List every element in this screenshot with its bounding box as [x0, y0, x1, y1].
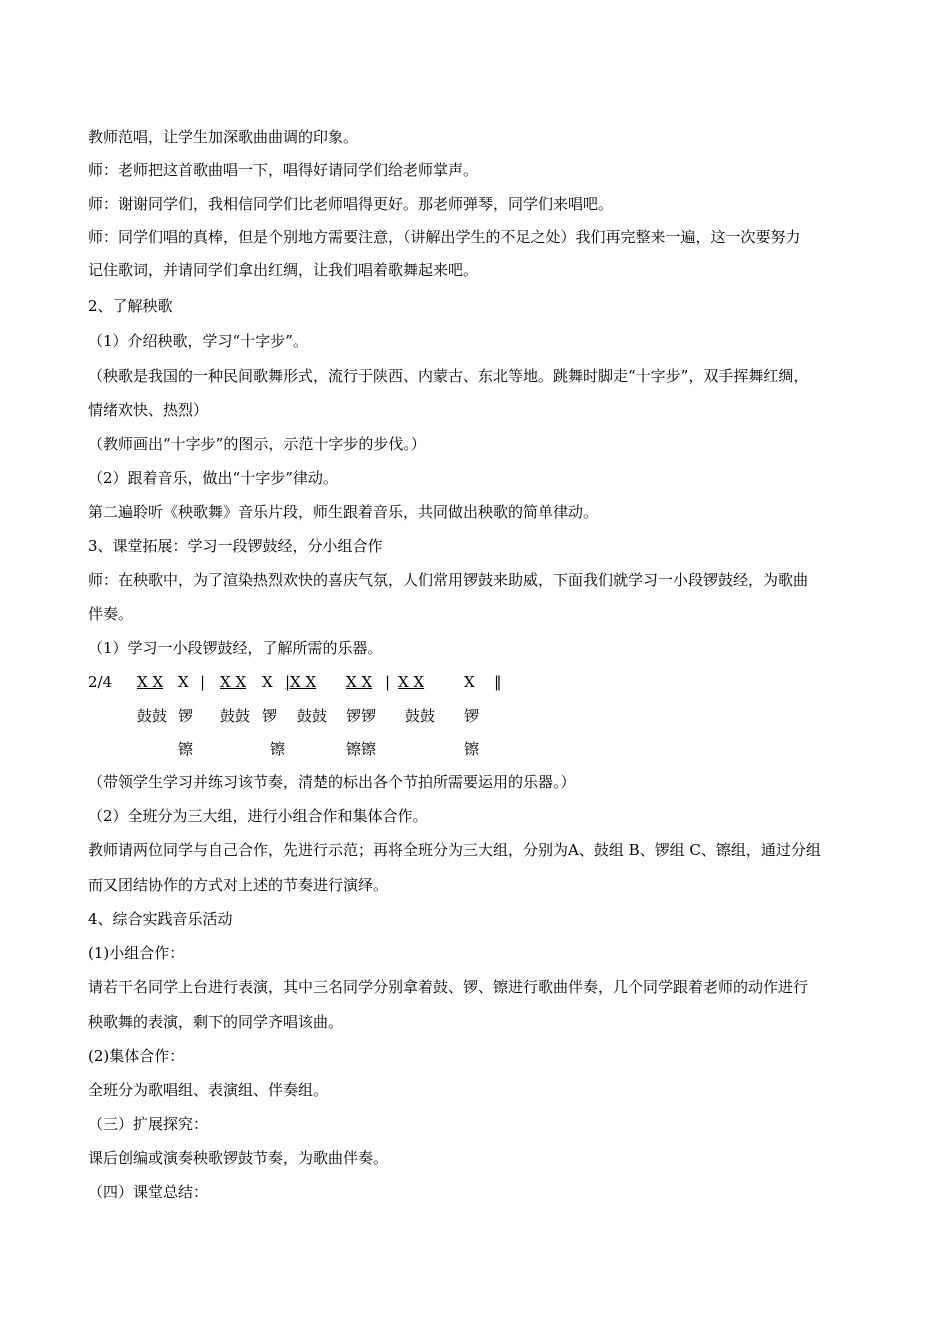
text-line: （带领学生学习并练习该节奏，清楚的标出各个节拍所需要运用的乐器。）: [88, 773, 576, 791]
bar-line: |: [200, 673, 206, 691]
text-line: 课后创编或演奏秧歌锣鼓节奏，为歌曲伴奏。: [88, 1149, 389, 1167]
text-line: （1）介绍秧歌，学习“十字步”。: [88, 332, 308, 350]
instrument-label: 鼓鼓: [405, 707, 436, 725]
rhythm-beat: X: [262, 673, 273, 691]
rhythm-beat: X X: [346, 673, 373, 691]
text-line: （2）全班分为三大组，进行小组合作和集体合作。: [88, 807, 428, 825]
instrument-label: 鼓鼓: [297, 707, 328, 725]
text-line: (2)集体合作：: [88, 1047, 185, 1065]
text-line: 伴奏。: [88, 605, 134, 623]
meter: 2/4: [88, 673, 113, 691]
text-line: 师：谢谢同学们，我相信同学们比老师唱得更好。那老师弹琴，同学们来唱吧。: [88, 195, 614, 213]
text-line: （1）学习一小段锣鼓经，了解所需的乐器。: [88, 639, 383, 657]
text-line: 师：同学们唱的真棒，但是个别地方需要注意，（讲解出学生的不足之处）我们再完整来一遍，这一次要努力: [88, 228, 801, 246]
text-line: 而又团结协作的方式对上述的节奏进行演绎。: [88, 876, 389, 894]
rhythm-beat: X: [464, 673, 475, 691]
text-line: 请若干名同学上台进行表演，其中三名同学分别拿着鼓、锣、镲进行歌曲伴奏，几个同学跟着老师的动作进行: [88, 978, 809, 996]
rhythm-beat: |X X: [285, 673, 317, 691]
text-line: 第二遍聆听《秧歌舞》音乐片段，师生跟着音乐，共同做出秧歌的简单律动。: [88, 503, 599, 521]
instrument-label: 镲: [464, 740, 480, 758]
instrument-label: 锣锣: [346, 707, 377, 725]
instrument-label: 镲: [178, 740, 194, 758]
instrument-label: 鼓鼓: [220, 707, 251, 725]
text-line: 师：在秧歌中，为了渲染热烈欢快的喜庆气氛，人们常用锣鼓来助威，下面我们就学习一小段锣鼓经，为歌曲: [88, 571, 809, 589]
rhythm-beat: X X: [137, 673, 164, 691]
section-heading: 4、综合实践音乐活动: [88, 910, 233, 928]
section-heading: （三）扩展探究：: [88, 1115, 209, 1133]
section-heading: 2、了解秧歌: [88, 297, 173, 315]
instrument-label: 镲: [270, 740, 286, 758]
bar-line: |: [385, 673, 391, 691]
text-line: 教师范唱，让学生加深歌曲曲调的印象。: [88, 128, 359, 146]
instrument-label: 锣: [178, 707, 194, 725]
text-line: 教师请两位同学与自己合作，先进行示范；再将全班分为三大组，分别为A、鼓组 B、锣组 C、镲组，通过分组: [88, 841, 821, 859]
text-line: 记住歌词，并请同学们拿出红绸，让我们唱着歌舞起来吧。: [88, 261, 479, 279]
text-line: 全班分为歌唱组、表演组、伴奏组。: [88, 1081, 329, 1099]
rhythm-beat: X: [178, 673, 189, 691]
text-line: （秧歌是我国的一种民间歌舞形式，流行于陕西、内蒙古、东北等地。跳舞时脚走“十字步”，双手挥舞红绸，: [88, 367, 809, 385]
rhythm-beat: X X: [398, 673, 425, 691]
instrument-label: 锣: [262, 707, 278, 725]
instrument-label: 镲镲: [346, 740, 377, 758]
instrument-label: 鼓鼓: [137, 707, 168, 725]
text-line: （教师画出“十字步”的图示，示范十字步的步伐。）: [88, 435, 426, 453]
text-line: (1)小组合作：: [88, 944, 185, 962]
end-bar-line: ‖: [494, 673, 502, 691]
text-line: 情绪欢快、热烈）: [88, 401, 209, 419]
rhythm-beat: X X: [220, 673, 247, 691]
instrument-label: 锣: [464, 707, 480, 725]
text-line: （2）跟着音乐，做出“十字步”律动。: [88, 469, 338, 487]
section-heading: （四）课堂总结：: [88, 1183, 209, 1201]
text-line: 师：老师把这首歌曲唱一下，唱得好请同学们给老师掌声。: [88, 161, 479, 179]
text-line: 秧歌舞的表演，剩下的同学齐唱该曲。: [88, 1013, 344, 1031]
section-heading: 3、课堂拓展：学习一段锣鼓经，分小组合作: [88, 537, 383, 555]
